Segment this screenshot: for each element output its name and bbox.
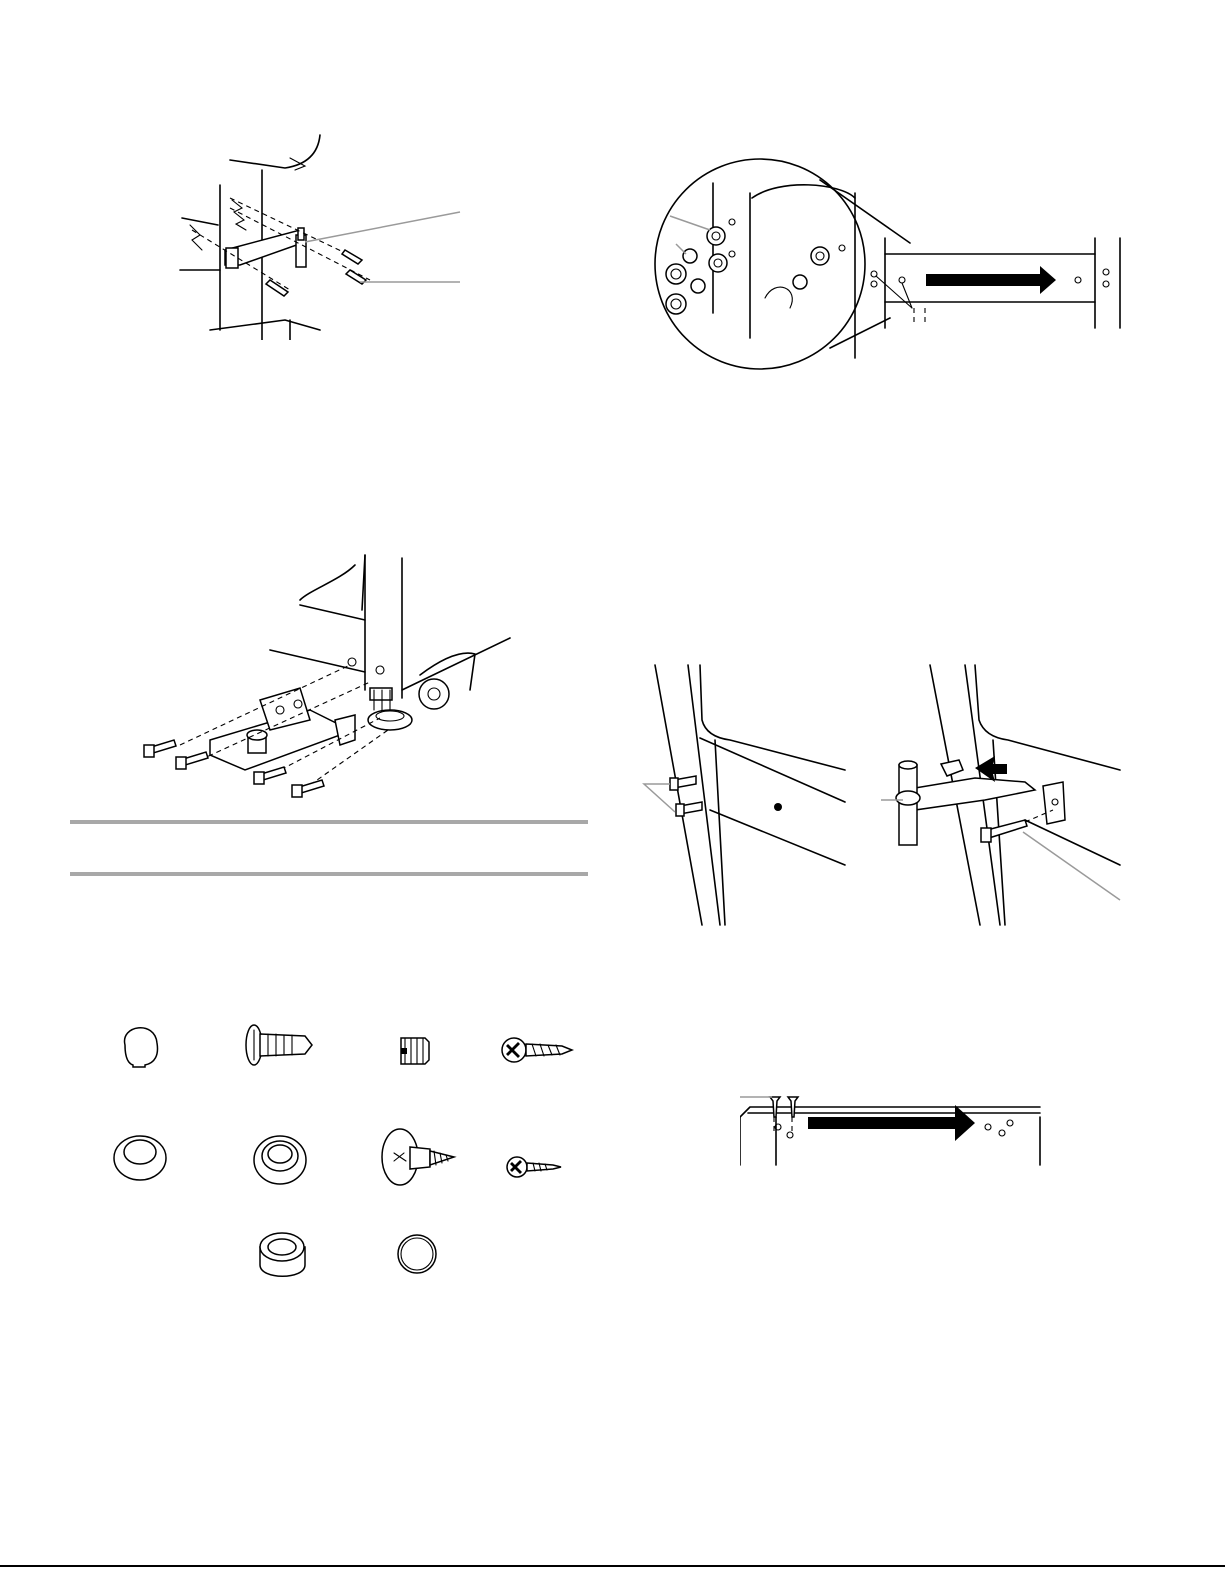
door-stop-screw-icon	[240, 1020, 320, 1070]
section-rule-top	[70, 820, 588, 824]
small-phillips-screw-icon	[505, 1150, 565, 1185]
parts-grid	[100, 1010, 600, 1290]
footer-rule	[0, 1565, 1225, 1567]
hinge-hole-magnifier-illustration	[640, 158, 1135, 373]
bottom-hinge-leveling-leg-illustration	[140, 550, 520, 805]
hinge-screws-before-illustration	[620, 660, 860, 930]
phillips-screw-icon	[500, 1030, 580, 1070]
set-screw-icon	[395, 1030, 435, 1070]
plug-bushing-icon	[250, 1130, 310, 1190]
shoulder-screw-icon	[380, 1125, 460, 1195]
hinge-bracket-assembly-illustration	[170, 130, 470, 340]
hinge-installed-after-illustration	[875, 660, 1135, 930]
flat-cap-icon	[395, 1232, 440, 1277]
hole-cap-icon	[110, 1130, 170, 1185]
sleeve-bushing-icon	[255, 1225, 310, 1285]
top-screw-arrow-illustration	[740, 1085, 1050, 1170]
section-rule-bottom	[70, 872, 588, 876]
cabinet-plug-icon	[115, 1015, 165, 1075]
